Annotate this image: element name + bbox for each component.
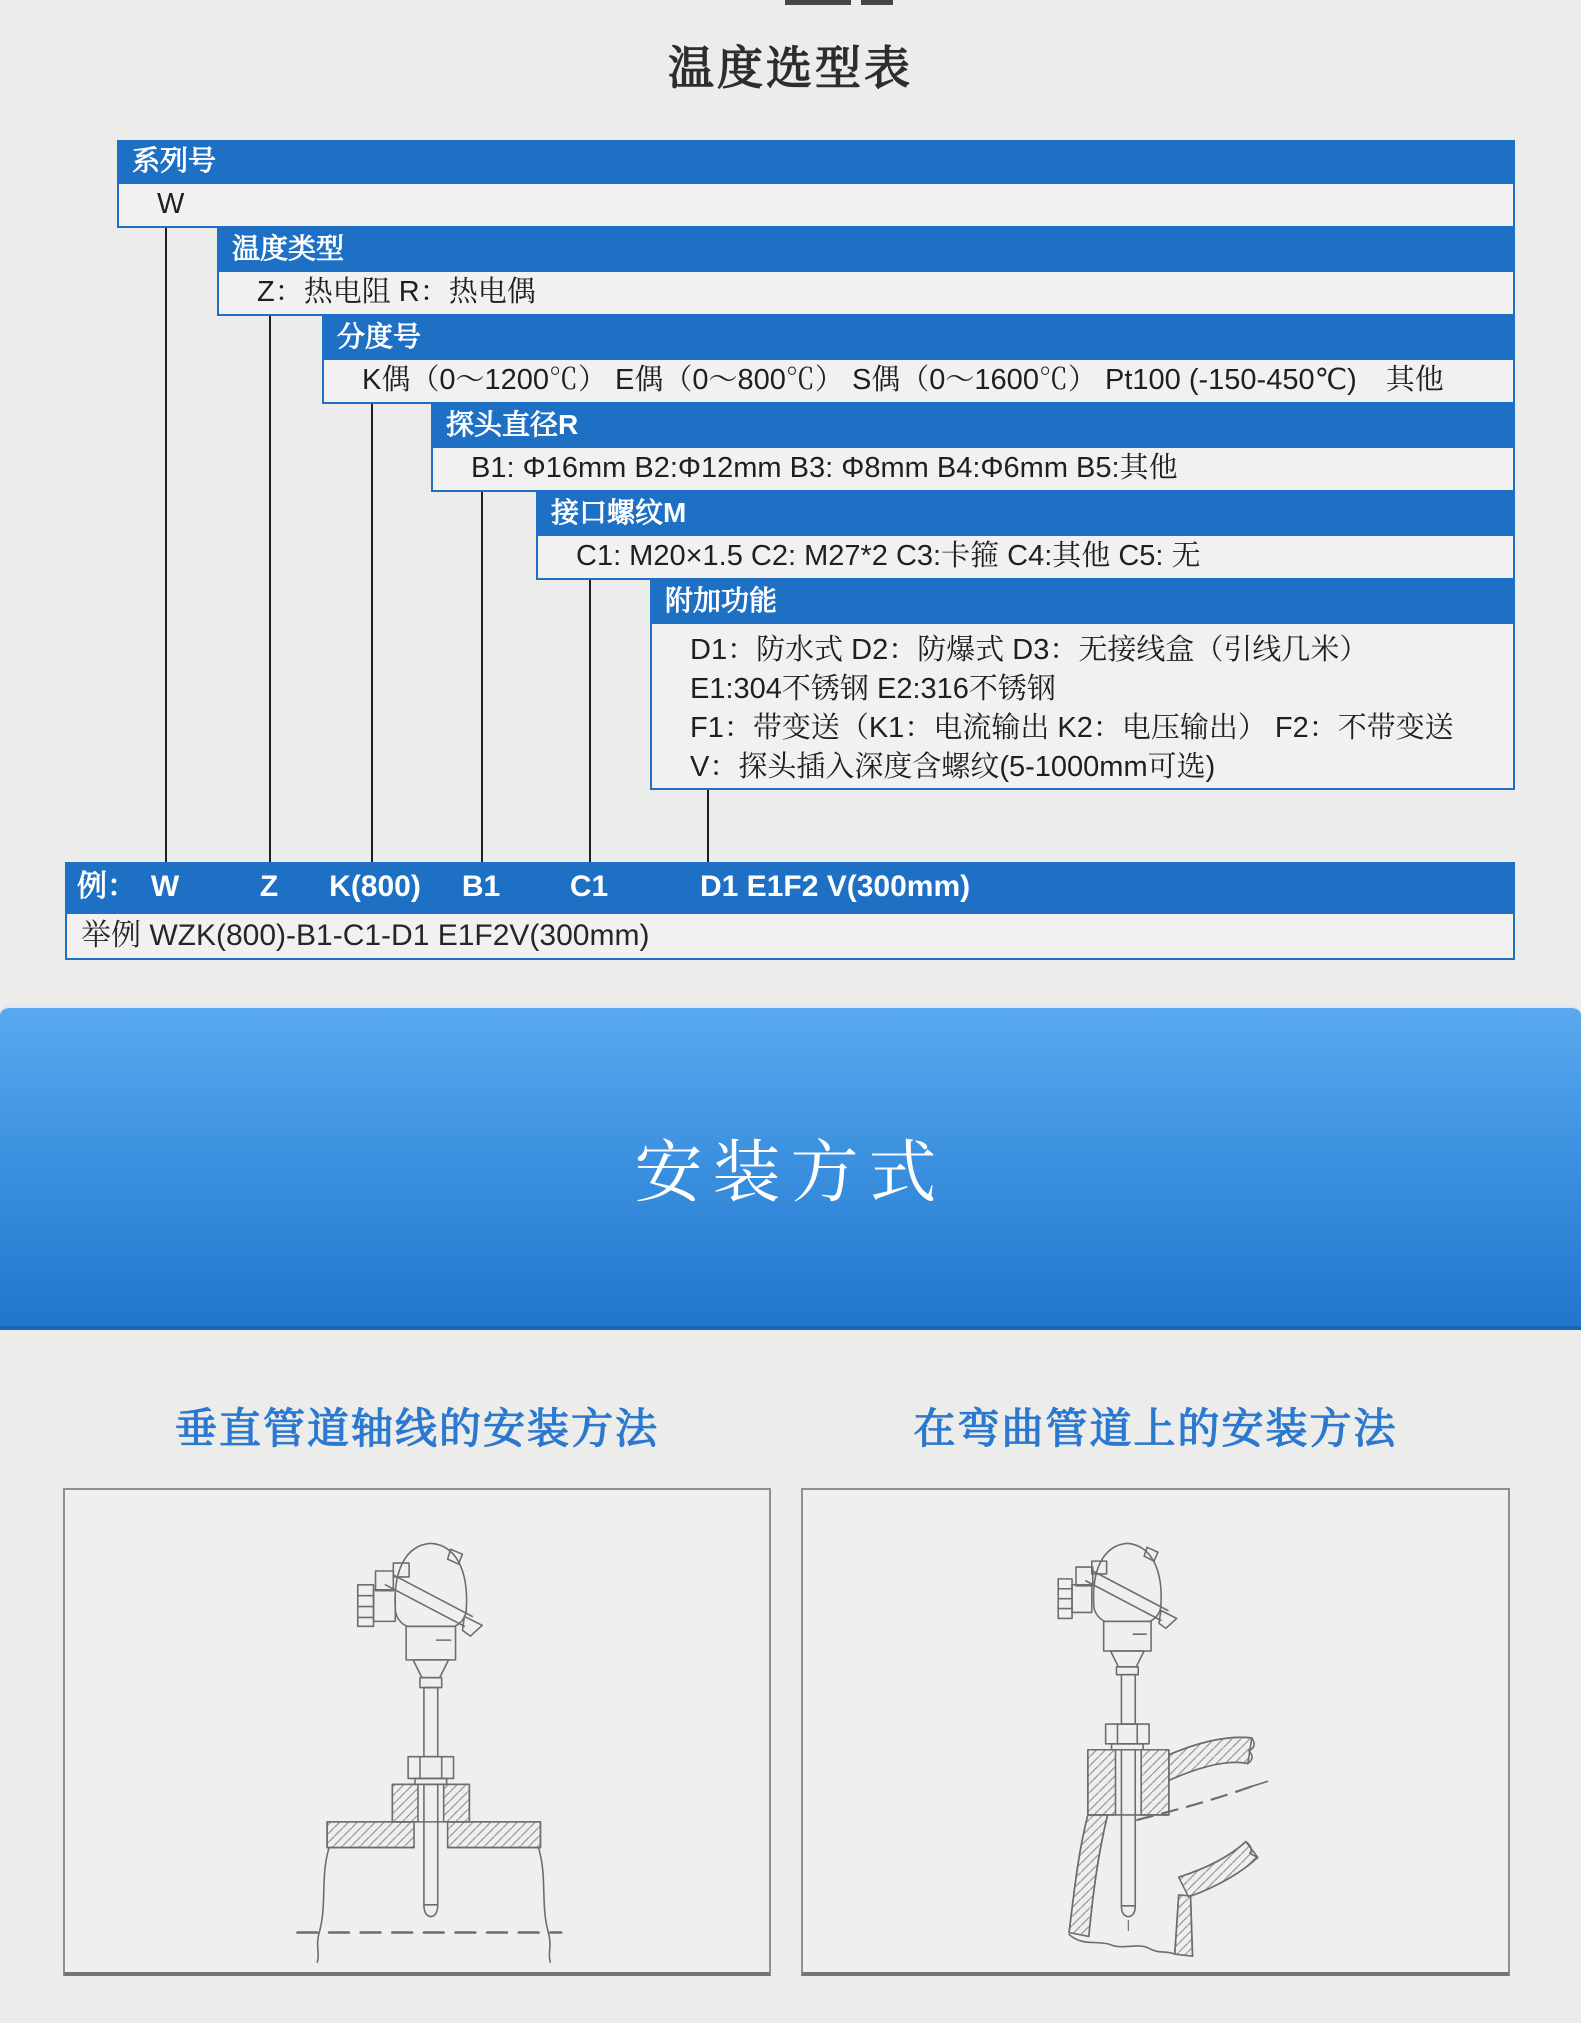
example-code-extras: D1 E1F2 V(300mm) — [700, 870, 971, 903]
example-code-type: Z — [259, 870, 279, 903]
pipe-wall — [317, 1822, 550, 1962]
mounting-boss — [392, 1784, 469, 1822]
level-2-value: Z：热电阻 R：热电偶 — [217, 270, 1515, 316]
example-code-graduation: K(800) — [329, 870, 421, 903]
thermocouple-head — [358, 1543, 482, 1636]
level-6-value — [650, 622, 1515, 790]
connector-line — [589, 580, 591, 862]
thermocouple-head — [1058, 1543, 1177, 1628]
connector-line — [481, 492, 483, 862]
level-3-value: K偶（0～1200℃） E偶（0～800℃） S偶（0～1600℃） Pt100 (-150-450℃) 其他 — [322, 358, 1515, 404]
probe — [1121, 1750, 1135, 1931]
mounting-boss — [1088, 1750, 1169, 1815]
level-6-value-line: V：探头插入深度含螺纹(5-1000mm可选) — [690, 751, 1216, 783]
example-label: 例： — [77, 870, 137, 903]
curved-install-panel — [801, 1488, 1510, 1976]
connector-line — [371, 404, 373, 862]
connector-line — [165, 228, 167, 862]
example-code-row — [65, 862, 1515, 912]
level-6-value-line: F1：带变送（K1：电流输出 K2：电压输出） F2：不带变送 — [690, 712, 1454, 744]
curved-pipe-install-diagram — [803, 1490, 1508, 1972]
installation-banner — [0, 1005, 1581, 1330]
installation-banner-title: 安装方式 — [634, 1134, 947, 1211]
vertical-pipe-install-diagram — [65, 1490, 769, 1972]
cropped-previous-content — [785, 0, 851, 5]
level-6-header: 附加功能 — [650, 580, 1515, 622]
thermocouple-stem — [406, 1626, 455, 1784]
example-code-series: W — [150, 870, 180, 903]
level-2-header: 温度类型 — [217, 228, 1515, 270]
thermocouple-stem — [1104, 1621, 1151, 1749]
connector-line — [707, 790, 709, 862]
level-6-value-line: E1:304不锈钢 E2:316不锈钢 — [690, 673, 1056, 705]
level-4-header: 探头直径R — [431, 404, 1515, 446]
page-title: 温度选型表 — [668, 42, 913, 94]
level-5-value: C1: M20×1.5 C2: M27*2 C3:卡箍 C4:其他 C5: 无 — [536, 534, 1515, 580]
level-5-header: 接口螺纹M — [536, 492, 1515, 534]
level-6-value-line: D1：防水式 D2：防爆式 D3：无接线盒（引线几米） — [690, 634, 1369, 666]
level-1-header: 系列号 — [117, 140, 1515, 182]
level-3-header: 分度号 — [322, 316, 1515, 358]
vertical-install-panel — [63, 1488, 771, 1976]
probe — [424, 1784, 438, 1916]
example-code-diameter: B1 — [461, 870, 501, 903]
curved-install-heading: 在弯曲管道上的安装方法 — [913, 1405, 1398, 1452]
connector-line — [269, 316, 271, 862]
level-1-value: W — [117, 182, 1515, 228]
cropped-previous-content — [861, 0, 893, 5]
level-4-value: B1: Φ16mm B2:Φ12mm B3: Φ8mm B4:Φ6mm B5:其他 — [431, 446, 1515, 492]
vertical-install-heading: 垂直管道轴线的安装方法 — [174, 1405, 659, 1452]
example-code-thread: C1 — [569, 870, 609, 903]
example-note-row: 举例 WZK(800)-B1-C1-D1 E1F2V(300mm) — [65, 912, 1515, 960]
